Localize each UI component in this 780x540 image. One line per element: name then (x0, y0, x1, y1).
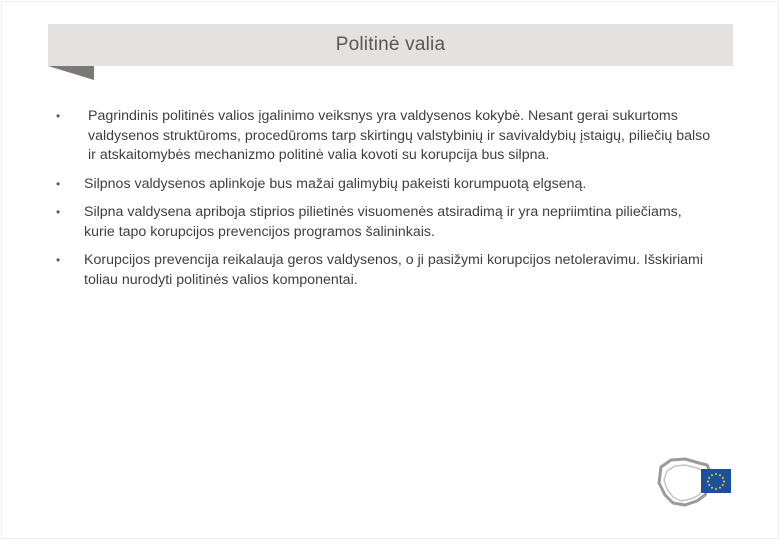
lithuania-map-eu-flag-logo (655, 455, 735, 511)
bullet-item (56, 251, 716, 290)
bullet-marker: • (56, 176, 61, 191)
title-bar (48, 24, 733, 66)
map-inner-outline-icon (664, 465, 705, 501)
bullet-marker: • (56, 253, 61, 267)
bullet-item (56, 175, 716, 195)
bullet-marker: • (56, 205, 61, 219)
bullet-text: Korupcijos prevencija reikalauja geros valdysenos, o ji pasižymi korupcijos netoleravimu. Išskiriami toliau nurodyti politinės valios komponentai. (84, 252, 703, 288)
bullet-item (56, 203, 716, 242)
bullet-text: Silpnos valdysenos aplinkoje bus mažai galimybių pakeisti korumpuotą elgseną. (84, 175, 587, 192)
bullet-marker: • (56, 109, 61, 123)
bullet-list (56, 107, 716, 299)
slide-title: Politinė valia (335, 34, 446, 55)
bullet-item (56, 107, 716, 166)
bullet-text: Pagrindinis politinės valios įgalinimo veiksnys yra valdysenos kokybė. Nesant gerai sukurtoms valdysenos struktūroms, procedūroms tarp skirtingų valstybinių ir savivaldybių įstaigų, piliečių balso ir atskaitomybės mechanizmo politinė valia kovoti su korupcija bus silpna. (88, 108, 711, 163)
title-tab-decoration (48, 66, 94, 80)
bullet-text: Silpna valdysena apriboja stiprios pilietinės visuomenės atsiradimą ir yra nepriimtina piliečiams, kurie tapo korupcijos prevencijos programos šalininkais. (84, 204, 682, 240)
